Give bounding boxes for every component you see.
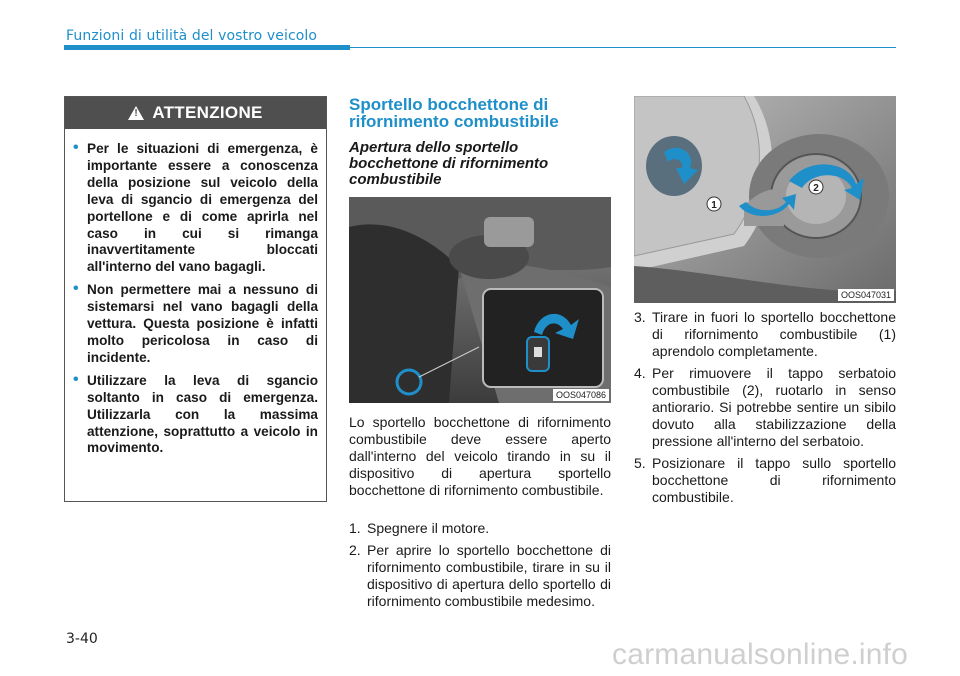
step-number: 4. [634,365,646,381]
section-title: Sportello bocchettone di rifornimento combustibile [349,95,559,131]
warning-box [64,96,327,502]
fuel-door-illustration [634,96,896,303]
interior-illustration [349,197,611,403]
image-label: OOS047031 [838,289,894,301]
warning-list [65,129,326,457]
page-number: 3-40 [66,631,98,647]
image-label: OOS047086 [553,389,609,401]
section-subtitle: Apertura dello sportello bocchettone di rifornimento combustibile [349,139,549,188]
list-item [349,520,611,537]
intro-paragraph: Lo sportello bocchettone di rifornimento combustibile deve essere aperto dall'interno del veicolo tirando in su il dispositivo di apertura sportello bocchettone di rifornimento combustibile. [349,414,611,498]
list-item [634,365,896,450]
step-text: Tirare in fuori lo sportello bocchettone di rifornimento combustibile (1) aprendolo completamente. [652,309,896,359]
step-number: 1. [349,520,361,536]
step-text: Spegnere il motore. [367,520,490,536]
interior-release-lever-image [349,197,611,403]
warning-item: • Non permettere mai a nessuno di sistemarsi nel vano bagagli della vettura. Questa posizione è infatti molto pericolosa in caso di incidente. [79,282,318,367]
step-text: Posizionare il tappo sullo sportello bocchettone di rifornimento combustibile. [652,455,896,505]
list-item [634,455,896,506]
step-text: Per rimuovere il tappo serbatoio combustibile (2), ruotarlo in senso antiorario. Si potrebbe sentire un sibilo dovuto alla stabilizzazione della pressione all'interno del serbatoio. [652,365,896,449]
step-number: 5. [634,455,646,471]
step-number: 3. [634,309,646,325]
header-accent-bar [64,45,350,50]
chapter-title: Funzioni di utilità del vostro veicolo [66,28,318,44]
warning-item: • Per le situazioni di emergenza, è importante essere a conoscenza della posizione sul veicolo della leva di sgancio di emergenza del portellone e di come aprirla nel caso in cui si rimanga inavvertitamente bloccati all'interno del vano bagagli. [79,141,318,276]
list-item [349,542,611,610]
fuel-cap-image [634,96,896,303]
step-text: Per aprire lo sportello bocchettone di rifornimento combustibile, tirare in su il dispositivo di apertura dello sportello di rifornimento combustibile medesimo. [367,542,611,609]
warning-header [65,97,326,129]
warning-item: • Utilizzare la leva di sgancio soltanto in caso di emergenza. Utilizzarla con la massima attenzione, soprattutto a veicolo in movimento. [79,373,318,458]
step-number: 2. [349,542,361,558]
steps-list-left [349,515,611,610]
warning-title: ATTENZIONE [152,103,263,122]
callout-2: 2 [813,183,819,194]
callout-1: 1 [711,200,717,211]
warning-triangle-icon: ! [128,106,144,120]
watermark: carmanualsonline.info [612,638,909,671]
list-item [634,309,896,360]
header-rule [350,47,896,48]
steps-list-right [634,304,896,506]
